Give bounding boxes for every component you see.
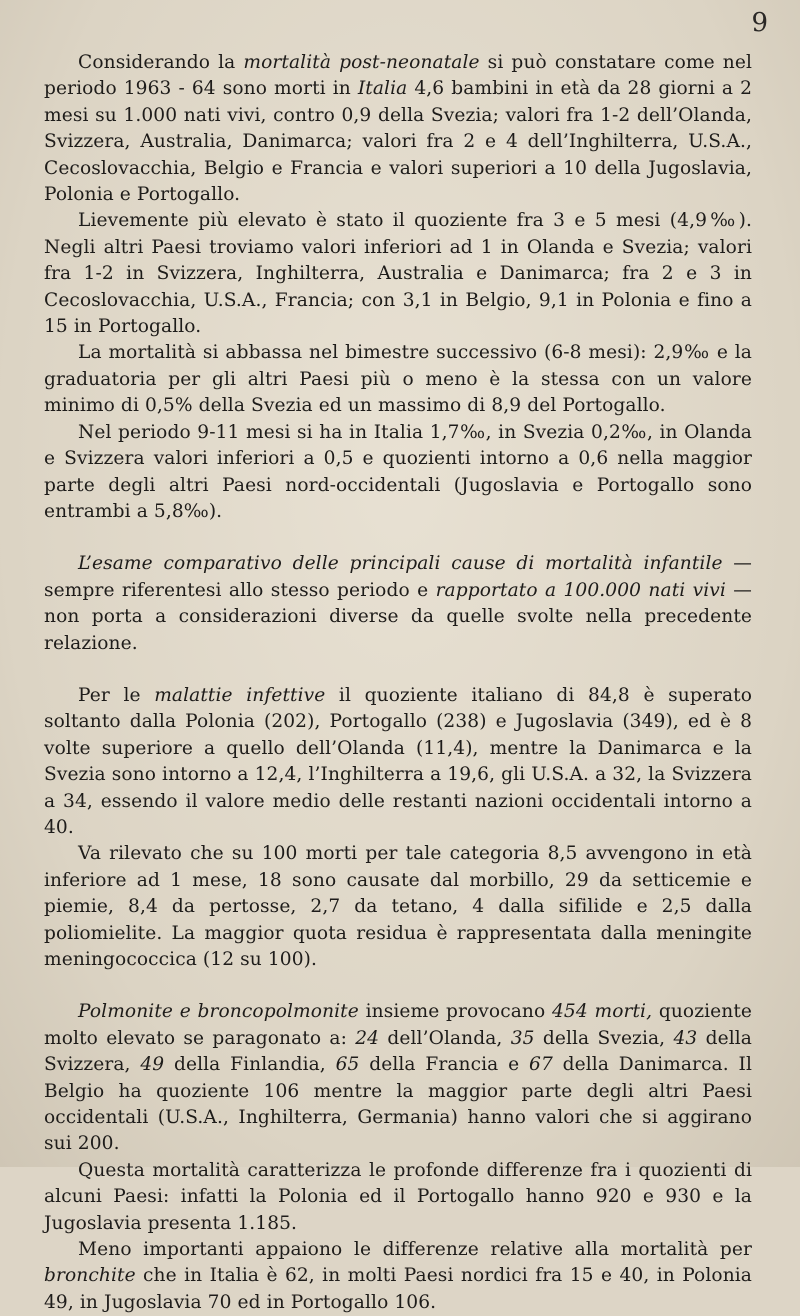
- paragraph: [44, 208, 752, 340]
- text-run: quoziente molto elevato se paragonato a:: [44, 1001, 752, 1049]
- body-text: [44, 50, 752, 1316]
- paragraph: [44, 999, 752, 1157]
- italic-text: 65: [335, 1054, 360, 1076]
- paragraph: [44, 340, 752, 419]
- text-run: Questa mortalità caratterizza le profonde differenze fra i quozienti di alcuni Paesi: infatti la Polonia ed il Portogallo hanno 920 e 930 e la Jugoslavia presenta 1.185.: [44, 1159, 752, 1234]
- text-run: che in Italia è 62, in molti Paesi nordici fra 15 e 40, in Polonia 49, in Jugoslavia 70 ed in Portogallo 106.: [44, 1265, 752, 1313]
- text-run: Considerando la: [78, 52, 244, 73]
- paragraph: [44, 50, 752, 208]
- paragraph: [44, 420, 752, 526]
- text-run: della Svizzera,: [44, 1027, 752, 1076]
- paragraph: [44, 551, 752, 657]
- italic-text: 24: [355, 1027, 380, 1049]
- text-run: dell’Olanda,: [379, 1027, 511, 1049]
- text-run: Va rilevato che su 100 morti per tale categoria 8,5 avvengono in età inferiore ad 1 mese, 18 sono causate dal morbillo, 29 da setticemie e piemie, 8,4 da pertosse, 2,7 da tetano, 4 dalla sifilide e 2,5 dalla poliomielite. La maggior quota residua è rappresentata dalla meningite meningococcica (12 su 100).: [44, 843, 752, 970]
- paragraph: [44, 683, 752, 841]
- text-run: si può constatare come nel periodo 1963 - 64 sono morti in: [44, 52, 752, 100]
- italic-text: Italia: [357, 78, 408, 100]
- text-run: — non porta a considerazioni diverse da quelle svolte nella precedente relazione.: [44, 579, 752, 654]
- italic-text: 454 morti,: [551, 1001, 653, 1023]
- italic-text: malattie infettive: [154, 684, 326, 706]
- text-run: della Danimarca. Il Belgio ha quoziente 106 mentre la maggior parte degli altri Paesi occidentali (U.S.A., Inghilterra, Germania) hanno valori che si aggirano sui 200.: [44, 1054, 752, 1155]
- text-run: insieme provocano: [358, 1001, 552, 1023]
- text-run: 4,6 bambini in età da 28 giorni a 2 mesi su 1.000 nati vivi, contro 0,9 della Svezia; valori fra 1-2 dell’Olanda, Svizzera, Australia, Danimarca; valori fra 2 e 4 dell’Inghilterra, U.S.A., Cecoslovacchia, Belgio e Francia e valori superiori a 10 della Jugoslavia, Polonia e Portogallo.: [44, 78, 752, 206]
- italic-text: bronchite: [44, 1265, 136, 1287]
- italic-text: Polmonite e broncopolmonite: [78, 1001, 359, 1023]
- text-run: Lievemente più elevato è stato il quoziente fra 3 e 5 mesi (4,9‰). Negli altri Paesi troviamo valori inferiori ad 1 in Olanda e Svezia; valori fra 1-2 in Svizzera, Inghilterra, Australia e Danimarca; fra 2 e 3 in Cecoslovacchia, U.S.A., Francia; con 3,1 in Belgio, 9,1 in Polonia e fino a 15 in Portogallo.: [44, 210, 752, 338]
- text-run: della Francia e: [359, 1054, 530, 1076]
- text-run: della Finlandia,: [164, 1054, 336, 1076]
- page-number: 9: [751, 8, 768, 38]
- italic-text: 35: [510, 1027, 535, 1049]
- paragraph: [44, 1158, 752, 1237]
- italic-text: 43: [673, 1027, 698, 1049]
- paragraph: [44, 1237, 752, 1316]
- text-run: della Svezia,: [534, 1027, 674, 1049]
- text-run: La mortalità si abbassa nel bimestre successivo (6-8 mesi): 2,9‰ e la graduatoria per gli altri Paesi più o meno è la stessa con un valore minimo di 0,5% della Svezia ed un massimo di 8,9 del Portogallo.: [44, 342, 752, 417]
- italic-text: mortalità post-neonatale: [243, 52, 480, 73]
- text-run: — sempre riferentesi allo stesso periodo e: [44, 553, 752, 601]
- paragraph: [44, 841, 752, 973]
- text-run: il quoziente italiano di 84,8 è superato soltanto dalla Polonia (202), Portogallo (238) e Jugoslavia (349), ed è 8 volte superiore a quello dell’Olanda (11,4), mentre la Danimarca e la Svezia sono intorno a 12,4, l’Inghilterra a 19,6, gli U.S.A. a 32, la Svizzera a 34, essendo il valore medio delle restanti nazioni occidentali intorno a 40.: [44, 684, 752, 838]
- italic-text: L’esame comparativo delle principali cause di mortalità infantile: [78, 553, 723, 575]
- text-run: Meno importanti appaiono le differenze relative alla mortalità per: [78, 1239, 752, 1261]
- italic-text: 49: [140, 1054, 165, 1076]
- text-run: Per le: [78, 684, 155, 706]
- italic-text: rapportato a 100.000 nati vivi: [435, 579, 726, 601]
- italic-text: 67: [529, 1054, 553, 1076]
- text-run: Nel periodo 9-11 mesi si ha in Italia 1,7‰, in Svezia 0,2‰, in Olanda e Svizzera valori inferiori a 0,5 e quozienti intorno a 0,6 nella maggior parte degli altri Paesi nord-occidentali (Jugoslavia e Portogallo sono entrambi a 5,8‰).: [44, 421, 752, 522]
